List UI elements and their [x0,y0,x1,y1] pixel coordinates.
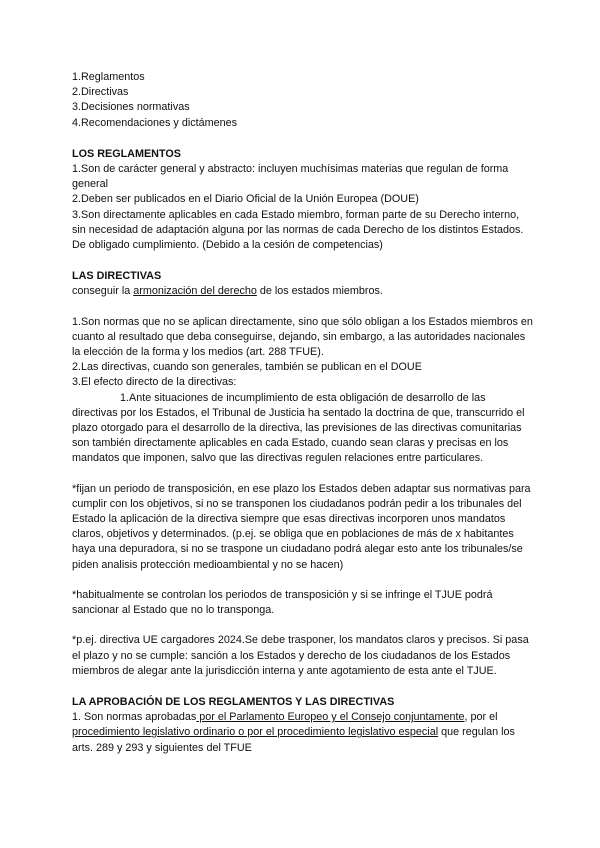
document-page [72,70,534,756]
index-item: 4.Recomendaciones y dictámenes [72,116,238,129]
directivas-intro [72,284,534,299]
directivas-p3-1-first: 1.Ante situaciones de incumplimiento de esta obligación de desarrollo de las [120,391,486,404]
directivas-note3: *p.ej. directiva UE cargadores 2024.Se debe trasponer, los mandatos claros y precisos. Si pasa el plazo y no se cumple: sanción a los Estados y derecho de los ciudadanos de los Estados miembros de alegar ante la jurisdicción interna y ante agotamiento de esta ante el TJUE. [72,634,529,677]
directivas-p3-1 [72,391,534,467]
index-list [72,70,534,131]
directivas-p3: 3.El efecto directo de la directivas: [72,376,237,389]
aprobacion-text: 1. Son normas aprobadas [72,711,197,724]
intro-underlined: armonización del derecho [133,285,257,298]
index-item: 1.Reglamentos [72,71,145,83]
reglamentos-p3: 3.Son directamente aplicables en cada Estado miembro, forman parte de su Derecho interno, sin necesidad de adaptación alguna por las normas de cada Derecho de los distintos Estados. De obligado cumplimiento. (Debido a la cesión de competencias) [72,208,524,252]
intro-text-end: de los estados miembros. [256,285,383,298]
aprobacion-text-mid: , por el [464,711,498,724]
aprobacion-text-end: que regulan los arts. 289 y 293 y siguientes del TFUE [72,726,515,754]
directivas-p3-1-rest: directivas por los Estados, el Tribunal de Justicia ha sentado la doctrina de que, transcurrido el plazo otorgado para el desarrollo de la directiva, las previsiones de las directivas comunitarias son también directamente aplicables en cada Estado, cuando sean claras y precisas en los mandatos que imponen, salvo que las directivas regulen relaciones entre particulares. [72,406,525,465]
section-heading-aprobacion: LA APROBACIÓN DE LOS REGLAMENTOS Y LAS DIRECTIVAS [72,695,395,708]
index-item: 2.Directivas [72,86,129,99]
aprobacion-underlined-1: por el Parlamento Europeo y el Consejo conjuntamente [196,711,465,724]
section-heading-reglamentos: LOS REGLAMENTOS [72,147,181,160]
intro-text: conseguir la [72,285,134,298]
reglamentos-p2: 2.Deben ser publicados en el Diario Oficial de la Unión Europea (DOUE) [72,193,419,206]
directivas-note2: *habitualmente se controlan los periodos de transposición y si se infringe el TJUE podrá sancionar al Estado que no lo transponga. [72,588,493,617]
aprobacion-p1 [72,710,534,756]
directivas-note1: *fijan un periodo de transposición, en ese plazo los Estados deben adaptar sus normativas para cumplir con los objetivos, si no se transponen los ciudadanos podrán pedir a los tribunales del Estado la aplicación de la directiva siempre que esas directivas incorporen unos mandatos claros, objetivos y determinados. (p.ej. se obliga que en poblaciones de más de x habitantes haya una depuradora, si no se traspone un ciudadano podrá alegar esto ante los tribunales/se piden analisis protección medioambiental y no se hacen) [72,482,531,571]
directivas-p1: 1.Son normas que no se aplican directamente, sino que sólo obligan a los Estados miembros en cuanto al resultado que deba conseguirse, dejando, sin embargo, a las autoridades nacionales la elección de la forma y los medios (art. 288 TFUE). [72,315,533,359]
index-item: 3.Decisiones normativas [72,101,190,114]
section-heading-directivas: LAS DIRECTIVAS [72,270,162,283]
aprobacion-underlined-2: procedimiento legislativo ordinario o por el procedimiento legislativo especial [72,726,439,739]
reglamentos-p1: 1.Son de carácter general y abstracto: incluyen muchísimas materias que regulan de forma general [72,163,509,191]
directivas-p2: 2.Las directivas, cuando son generales, también se publican en el DOUE [72,361,422,374]
